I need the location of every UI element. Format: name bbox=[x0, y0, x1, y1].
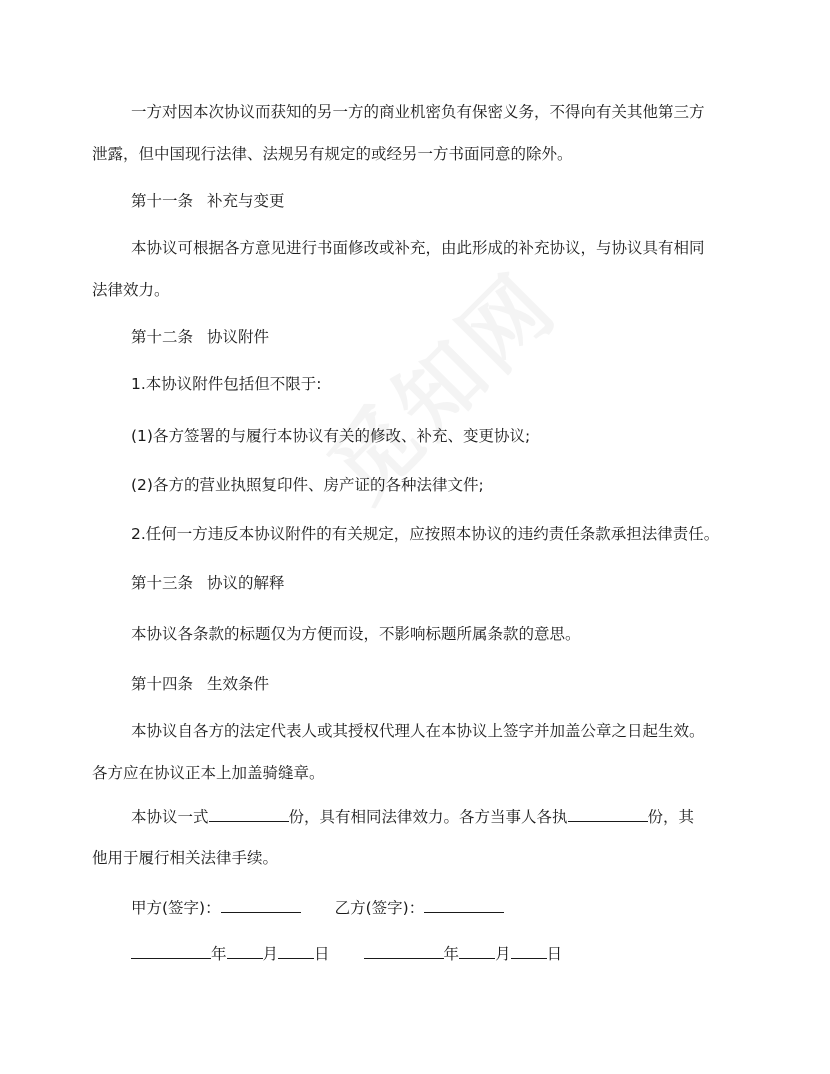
attachment-item-2: 2.任何一方违反本协议附件的有关规定，应按照本协议的违约责任条款承担法律责任。 bbox=[131, 525, 720, 543]
each-party-copies-blank[interactable] bbox=[568, 805, 648, 822]
attachment-subitem-1: (1)各方签署的与履行本协议有关的修改、补充、变更协议; bbox=[131, 427, 531, 445]
party-a-month-blank[interactable] bbox=[227, 942, 263, 959]
party-b-day-blank[interactable] bbox=[511, 942, 547, 959]
effect-line-1: 本协议自各方的法定代表人或其授权代理人在本协议上签字并加盖公章之日起生效。 bbox=[131, 722, 705, 740]
article-12-heading bbox=[131, 326, 269, 348]
article-number: 第十三条 bbox=[131, 574, 194, 592]
confidentiality-line-2: 泄露，但中国现行法律、法规另有规定的或经另一方书面同意的除外。 bbox=[92, 145, 573, 163]
date-row: 年 月 日 年 月 日 bbox=[131, 942, 562, 965]
attachment-item-1: 1.本协议附件包括但不限于: bbox=[131, 375, 322, 393]
article-title: 协议附件 bbox=[207, 328, 270, 346]
article-number: 第十一条 bbox=[131, 192, 194, 210]
copies-line-1: 本协议一式 份，具有相同法律效力。各方当事人各执 份，其 bbox=[131, 805, 694, 828]
article-11-heading bbox=[131, 190, 285, 212]
copies-line-2: 他用于履行相关法律手续。 bbox=[92, 849, 279, 867]
party-a-label: 甲方(签字)： bbox=[131, 899, 221, 917]
article-title: 补充与变更 bbox=[207, 192, 285, 210]
signature-row bbox=[131, 896, 504, 919]
interpretation-text: 本协议各条款的标题仅为方便而设，不影响标题所属条款的意思。 bbox=[131, 625, 581, 643]
attachment-subitem-2: (2)各方的营业执照复印件、房产证的各种法律文件; bbox=[131, 476, 484, 494]
article-title: 协议的解释 bbox=[207, 574, 285, 592]
article-13-heading bbox=[131, 572, 285, 594]
party-a-signature-blank[interactable] bbox=[221, 896, 301, 913]
party-a-day-blank[interactable] bbox=[278, 942, 314, 959]
party-b-label: 乙方(签字)： bbox=[334, 899, 425, 917]
effect-line-2: 各方应在协议正本上加盖骑缝章。 bbox=[92, 764, 325, 782]
party-b-year-blank[interactable] bbox=[364, 942, 444, 959]
supplement-line-1: 本协议可根据各方意见进行书面修改或补充，由此形成的补充协议，与协议具有相同 bbox=[131, 239, 705, 257]
party-b-signature-blank[interactable] bbox=[424, 896, 504, 913]
confidentiality-line-1: 一方对因本次协议而获知的另一方的商业机密负有保密义务，不得向有关其他第三方 bbox=[131, 103, 705, 121]
article-number: 第十四条 bbox=[131, 675, 194, 693]
article-title: 生效条件 bbox=[207, 675, 270, 693]
supplement-line-2: 法律效力。 bbox=[92, 281, 170, 299]
party-b-month-blank[interactable] bbox=[459, 942, 495, 959]
article-14-heading bbox=[131, 673, 269, 695]
article-number: 第十二条 bbox=[131, 328, 194, 346]
copies-blank[interactable] bbox=[209, 805, 289, 822]
party-a-year-blank[interactable] bbox=[131, 942, 211, 959]
